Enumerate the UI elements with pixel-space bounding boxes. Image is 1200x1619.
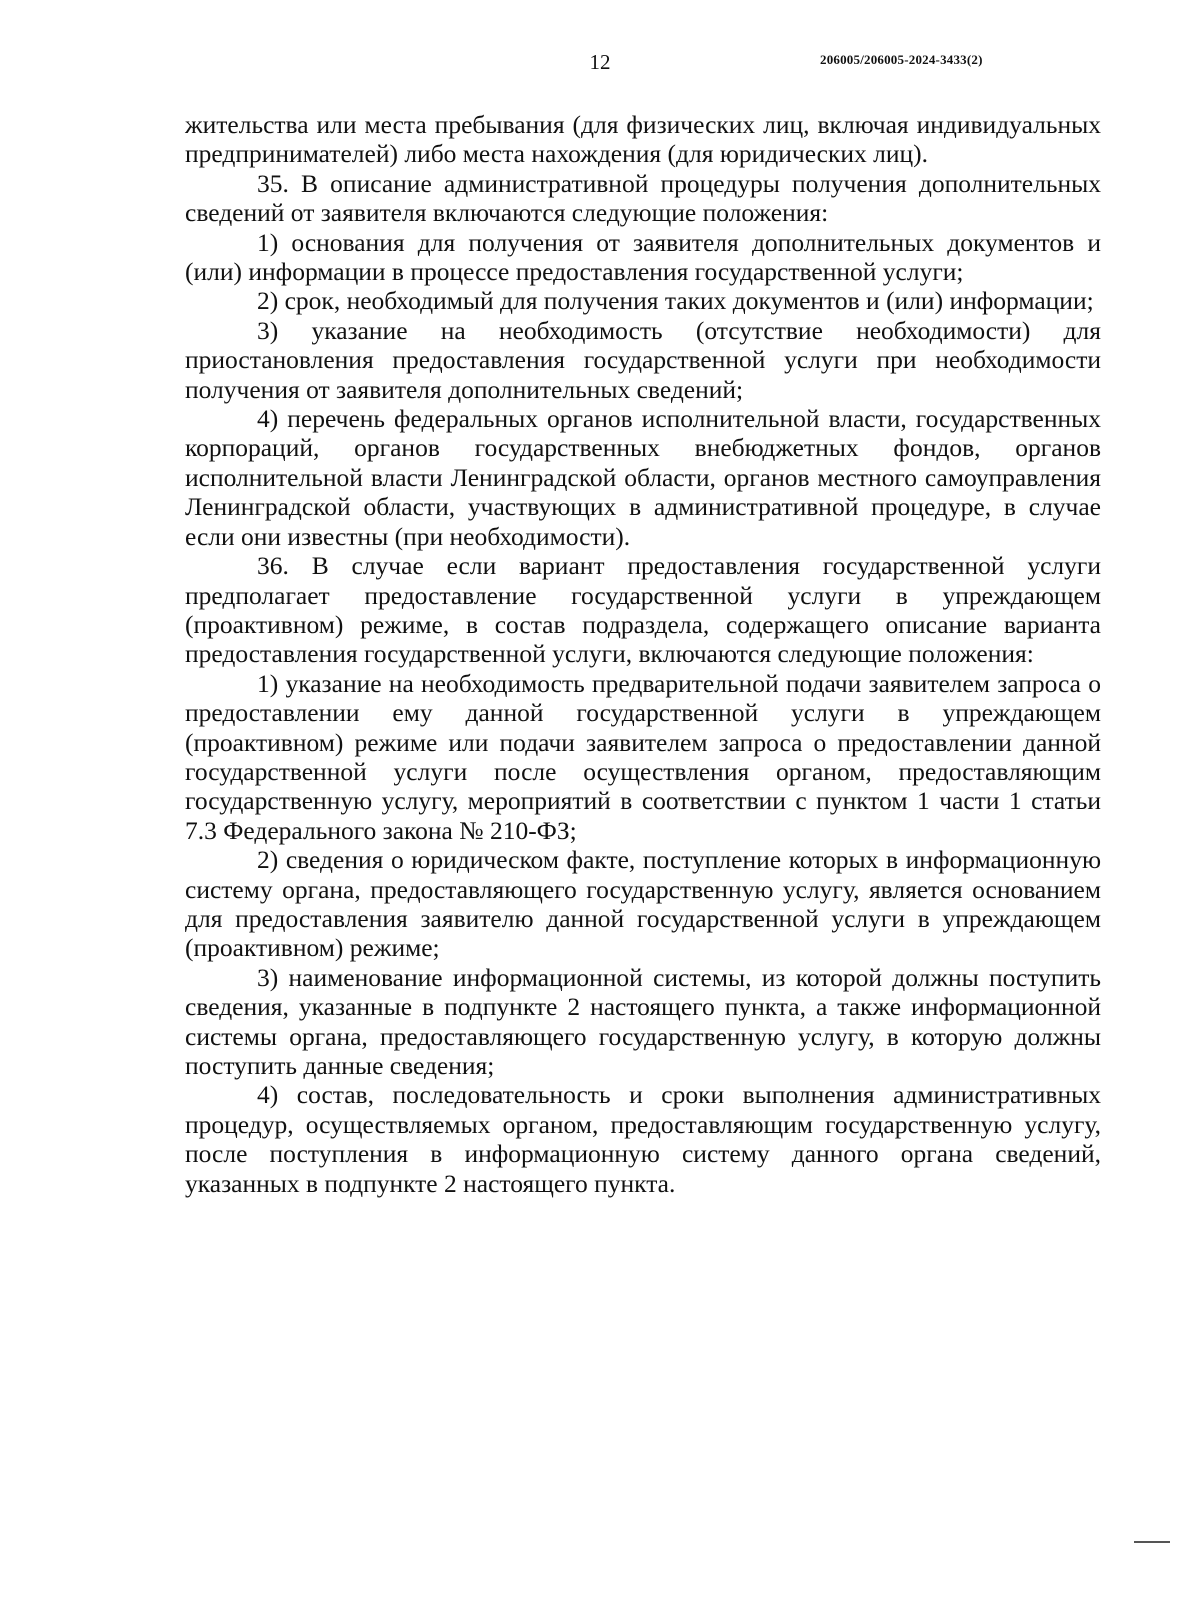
- paragraph-35-item-2: 2) срок, необходимый для получения таких документов и (или) информации;: [257, 286, 1094, 316]
- document-id: 206005/206005-2024-3433(2): [820, 52, 983, 67]
- paragraph-continuation: жительства или места пребывания (для физических лиц, включая индивидуальных предпринимателей) либо места нахождения (для юридических лиц).: [185, 110, 1101, 169]
- paragraph-35-item-4: 4) перечень федеральных органов исполнительной власти, государственных корпораций, органов государственных внебюджетных фондов, органов исполнительной власти Ленинградской области, органов местного самоуправления Ленинградской области, участвующих в административной процедуре, в случае если они известны (при необходимости).: [185, 404, 1101, 551]
- paragraph-35-item-1: 1) основания для получения от заявителя дополнительных документов и (или) информации в процессе предоставления государственной услуги;: [185, 227, 1101, 287]
- paragraph-36-item-2: 2) сведения о юридическом факте, поступление которых в информационную систему органа, предоставляющего государственную услугу, является основанием для предоставления заявителю данной государственной услуги в упреждающем (проактивном) режиме;: [185, 845, 1101, 963]
- document-body: [185, 110, 1101, 1198]
- paragraph-36-item-4: 4) состав, последовательность и сроки выполнения административных процедур, осуществляемых органом, предоставляющим государственную услугу, после поступления в информационную систему данного органа сведений, указанных в подпункте 2 настоящего пункта.: [185, 1080, 1101, 1198]
- scan-corner-mark: [1134, 1541, 1170, 1543]
- paragraph-35-item-3: 3) указание на необходимость (отсутствие необходимости) для приостановления предоставления государственной услуги при необходимости получения от заявителя дополнительных сведений;: [185, 315, 1101, 404]
- paragraph-36-item-1: 1) указание на необходимость предварительной подачи заявителем запроса о предоставлении ему данной государственной услуги в упреждающем (проактивном) режиме или подачи заявителем запроса о предоставлении данной государственной услуги после осуществления органом, предоставляющим государственную услугу, мероприятий в соответствии с пунктом 1 части 1 статьи 7.3 Федерального закона № 210-ФЗ;: [185, 668, 1101, 845]
- page-number: 12: [589, 50, 611, 74]
- paragraph-36-item-3: 3) наименование информационной системы, из которой должны поступить сведения, указанные в подпункте 2 настоящего пункта, а также информационной системы органа, предоставляющего государственную услугу, в которую должны поступить данные сведения;: [185, 962, 1101, 1080]
- paragraph-35: 35. В описание административной процедуры получения дополнительных сведений от заявителя включаются следующие положения:: [185, 168, 1101, 228]
- paragraph-36: 36. В случае если вариант предоставления государственной услуги предполагает предоставление государственной услуги в упреждающем (проактивном) режиме, в состав подраздела, содержащего описание варианта предоставления государственной услуги, включаются следующие положения:: [185, 551, 1101, 669]
